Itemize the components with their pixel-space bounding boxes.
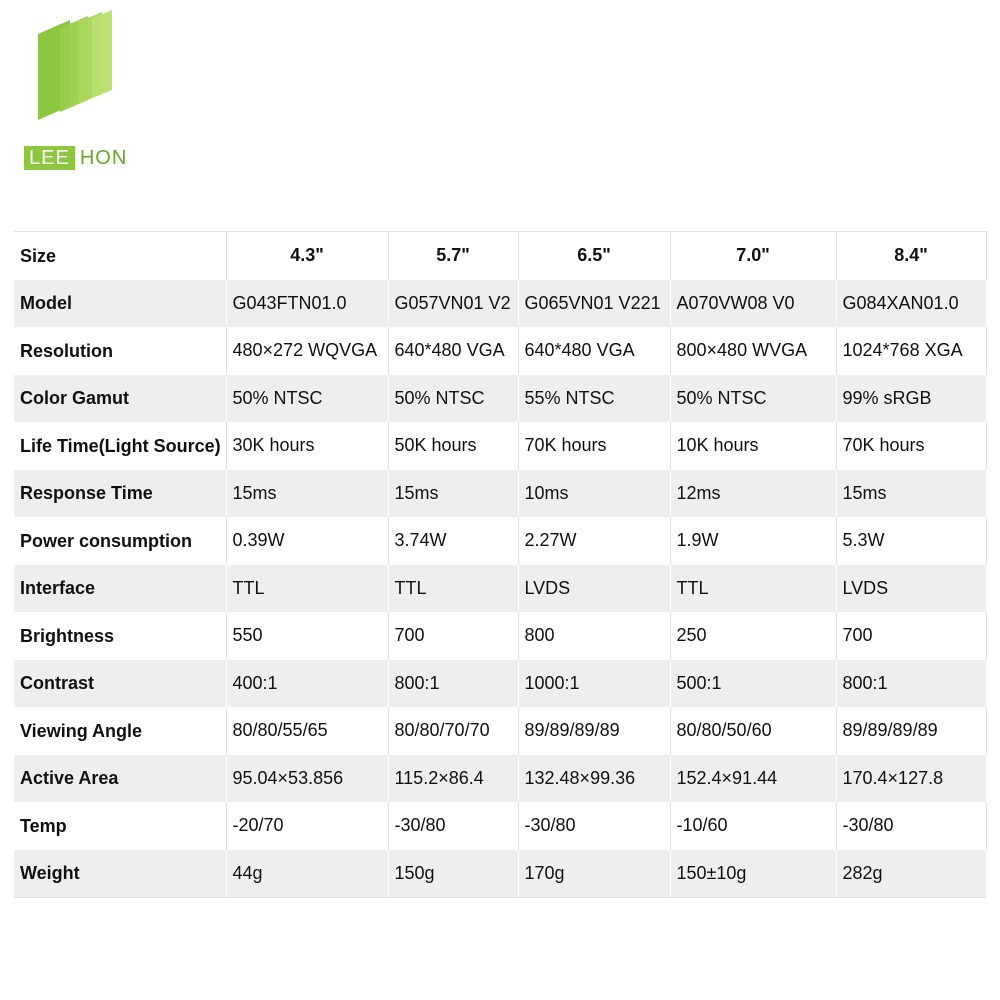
row-label: Weight [14,850,226,898]
table-cell: LVDS [836,565,986,613]
table-cell: 700 [388,612,518,660]
row-label: Interface [14,565,226,613]
table-cell: 800:1 [836,660,986,708]
table-cell: 15ms [388,470,518,518]
table-cell: 55% NTSC [518,375,670,423]
table-row [14,422,986,470]
table-cell: 5.3W [836,517,986,565]
table-header-row [14,232,986,280]
table-cell: 132.48×99.36 [518,755,670,803]
table-cell: TTL [388,565,518,613]
size-cell: 5.7" [388,232,518,280]
table-cell: TTL [670,565,836,613]
table-row [14,565,986,613]
table-cell: 30K hours [226,422,388,470]
size-cell: 8.4" [836,232,986,280]
table-cell: -30/80 [836,802,986,850]
table-row [14,375,986,423]
table-cell: 400:1 [226,660,388,708]
table-row [14,802,986,850]
table-cell: 640*480 VGA [388,327,518,375]
table-cell: -10/60 [670,802,836,850]
size-cell: 7.0" [670,232,836,280]
logo-emblem-icon [24,8,154,138]
row-label: Model [14,280,226,328]
table-cell: A070VW08 V0 [670,280,836,328]
table-cell: 800:1 [388,660,518,708]
table-cell: 80/80/70/70 [388,707,518,755]
row-label: Temp [14,802,226,850]
table-cell: 10ms [518,470,670,518]
table-cell: G065VN01 V221 [518,280,670,328]
table-cell: 89/89/89/89 [518,707,670,755]
table-cell: 89/89/89/89 [836,707,986,755]
table-row [14,850,986,898]
table-cell: 800×480 WVGA [670,327,836,375]
row-label: Viewing Angle [14,707,226,755]
row-label: Life Time(Light Source) [14,422,226,470]
table-cell: 500:1 [670,660,836,708]
table-cell: 282g [836,850,986,898]
table-cell: 150±10g [670,850,836,898]
table-cell: 1000:1 [518,660,670,708]
table-cell: 3.74W [388,517,518,565]
table-cell: 15ms [836,470,986,518]
table-cell: 640*480 VGA [518,327,670,375]
table-cell: 50% NTSC [388,375,518,423]
table-cell: 480×272 WQVGA [226,327,388,375]
table-cell: 1.9W [670,517,836,565]
table-cell: 152.4×91.44 [670,755,836,803]
table-cell: LVDS [518,565,670,613]
table-cell: 1024*768 XGA [836,327,986,375]
table-cell: 50% NTSC [670,375,836,423]
table-row [14,470,986,518]
logo-wordmark [24,146,127,170]
table-cell: 150g [388,850,518,898]
table-cell: 170.4×127.8 [836,755,986,803]
table-cell: 10K hours [670,422,836,470]
row-label: Response Time [14,470,226,518]
table-cell: 2.27W [518,517,670,565]
table-cell: 95.04×53.856 [226,755,388,803]
table-cell: 80/80/55/65 [226,707,388,755]
table-cell: 50% NTSC [226,375,388,423]
table-cell: 250 [670,612,836,660]
table-cell: 115.2×86.4 [388,755,518,803]
header-label: Size [14,232,226,280]
table-row [14,280,986,328]
row-label: Brightness [14,612,226,660]
table-row [14,660,986,708]
table-row [14,517,986,565]
table-cell: 44g [226,850,388,898]
table-cell: G043FTN01.0 [226,280,388,328]
spec-table [14,231,987,898]
table-cell: -20/70 [226,802,388,850]
table-cell: 12ms [670,470,836,518]
table-cell: 15ms [226,470,388,518]
brand-logo [24,8,154,168]
table-row [14,327,986,375]
row-label: Color Gamut [14,375,226,423]
row-label: Resolution [14,327,226,375]
size-cell: 4.3" [226,232,388,280]
table-cell: 70K hours [518,422,670,470]
table-cell: 80/80/50/60 [670,707,836,755]
table-cell: 170g [518,850,670,898]
table-cell: TTL [226,565,388,613]
table-cell: 800 [518,612,670,660]
table-cell: 50K hours [388,422,518,470]
table-row [14,612,986,660]
table-row [14,707,986,755]
table-cell: 70K hours [836,422,986,470]
table-cell: G084XAN01.0 [836,280,986,328]
table-cell: 99% sRGB [836,375,986,423]
size-cell: 6.5" [518,232,670,280]
logo-word-right: HON [79,147,128,169]
logo-word-left: LEE [24,146,75,170]
table-cell: -30/80 [388,802,518,850]
table-cell: G057VN01 V2 [388,280,518,328]
table-row [14,755,986,803]
row-label: Contrast [14,660,226,708]
table-cell: -30/80 [518,802,670,850]
table-cell: 550 [226,612,388,660]
row-label: Power consumption [14,517,226,565]
table-cell: 700 [836,612,986,660]
table-cell: 0.39W [226,517,388,565]
row-label: Active Area [14,755,226,803]
